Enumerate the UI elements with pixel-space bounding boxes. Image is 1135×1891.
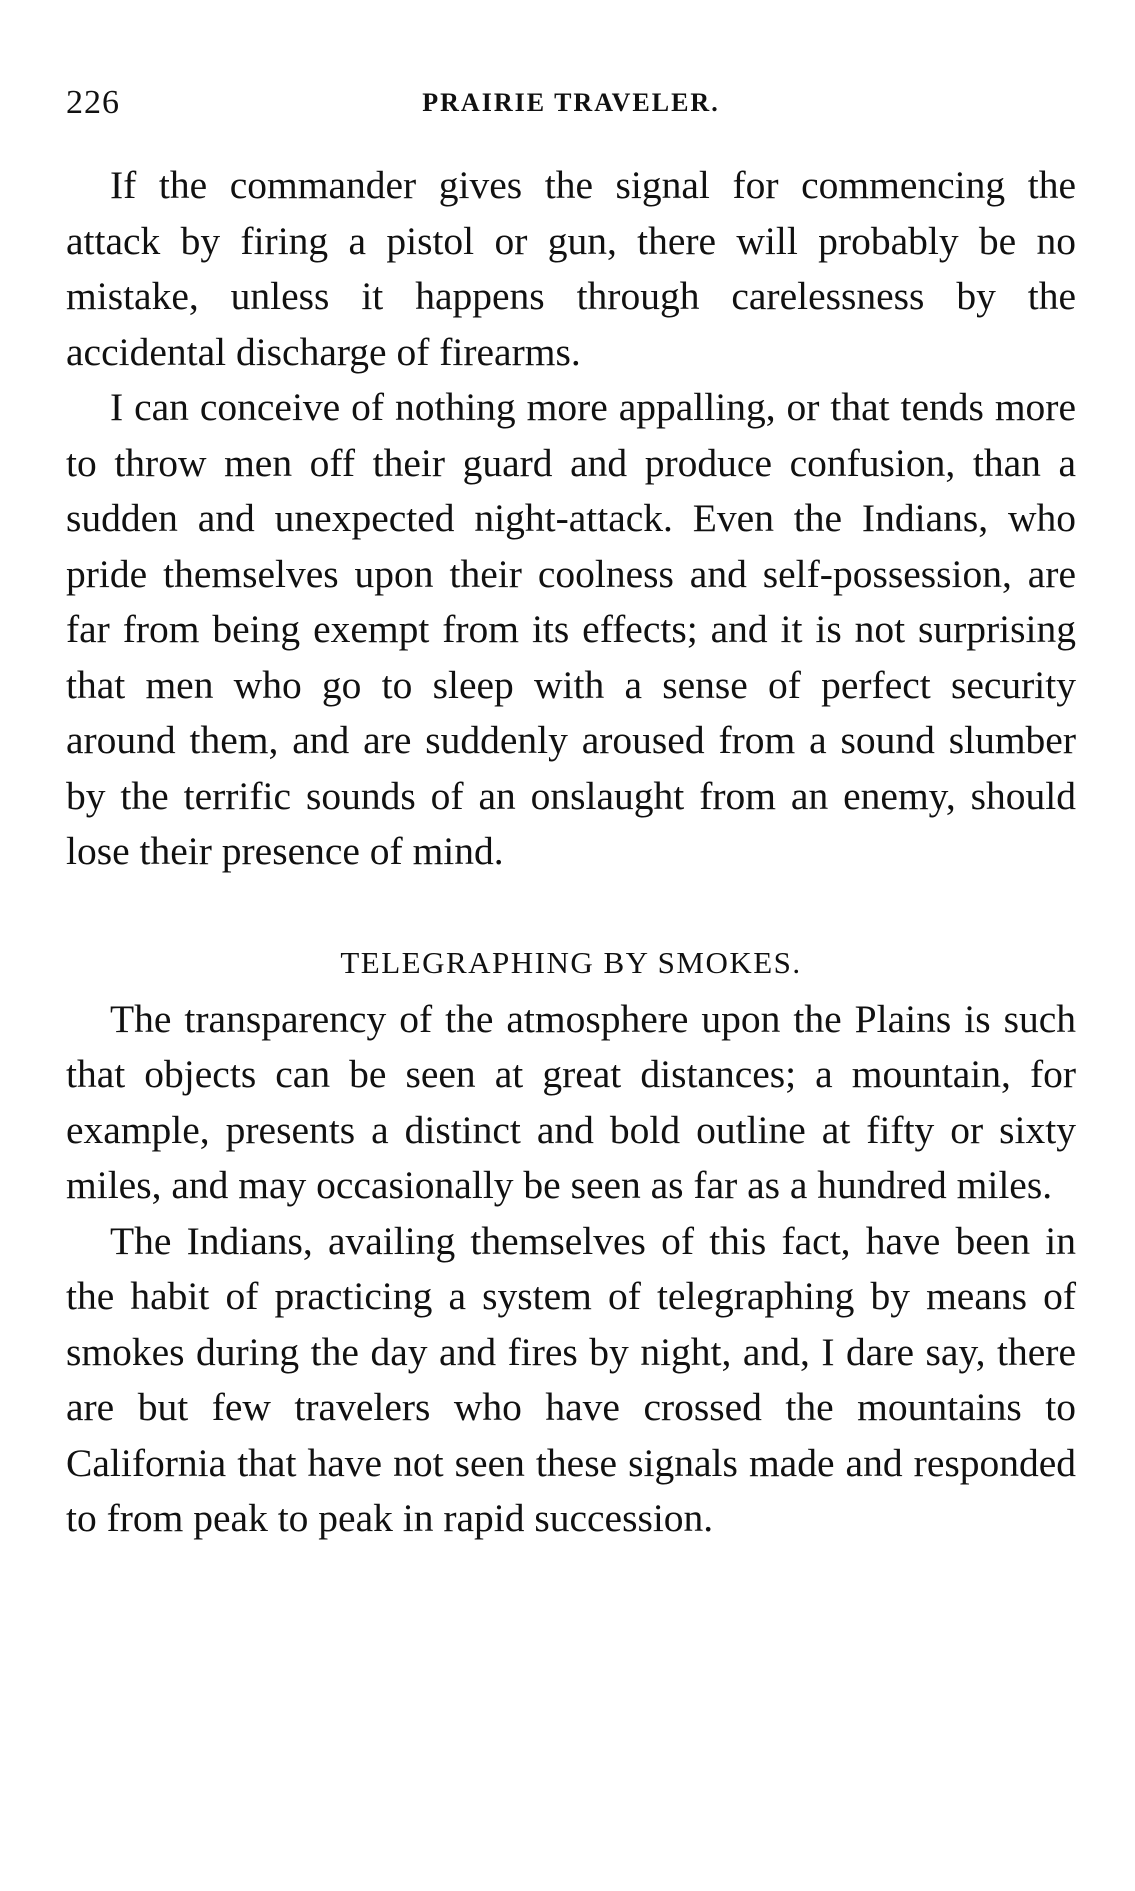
page-number: 226: [66, 84, 120, 121]
section-heading: TELEGRAPHING BY SMOKES.: [340, 944, 802, 980]
running-title: PRAIRIE TRAVELER.: [422, 88, 720, 117]
paragraph: If the commander gives the signal for commencing the attack by firing a pistol or gun, there will probably be no mistake, unless it happens through carelessness by the accidental discharge of firearms.: [66, 163, 1076, 374]
running-head: [66, 84, 1076, 134]
page-body: [66, 158, 1076, 1547]
paragraph: The transparency of the atmosphere upon the Plains is such that objects can be seen at great distances; a mountain, for example, presents a distinct and bold outline at fifty or sixty miles, and may occasionally be seen as far as a hundred miles.: [66, 996, 1076, 1207]
paragraph: The Indians, availing themselves of this fact, have been in the habit of practicing a system of telegraphing by means of smokes during the day and fires by night, and, I dare say, there are but few travelers who have crossed the mountains to California that have not seen these signals made and responded to from peak to peak in rapid succession.: [66, 1218, 1076, 1540]
paragraph: I can conceive of nothing more appalling, or that tends more to throw men off their guard and produce confusion, than a sudden and unexpected night-attack. Even the Indians, who pride themselves upon their coolness and self-possession, are far from being exempt from its effects; and it is not surprising that men who go to sleep with a sense of perfect security around them, and are suddenly aroused from a sound slumber by the terrific sounds of an onslaught from an enemy, should lose their presence of mind.: [66, 385, 1076, 873]
